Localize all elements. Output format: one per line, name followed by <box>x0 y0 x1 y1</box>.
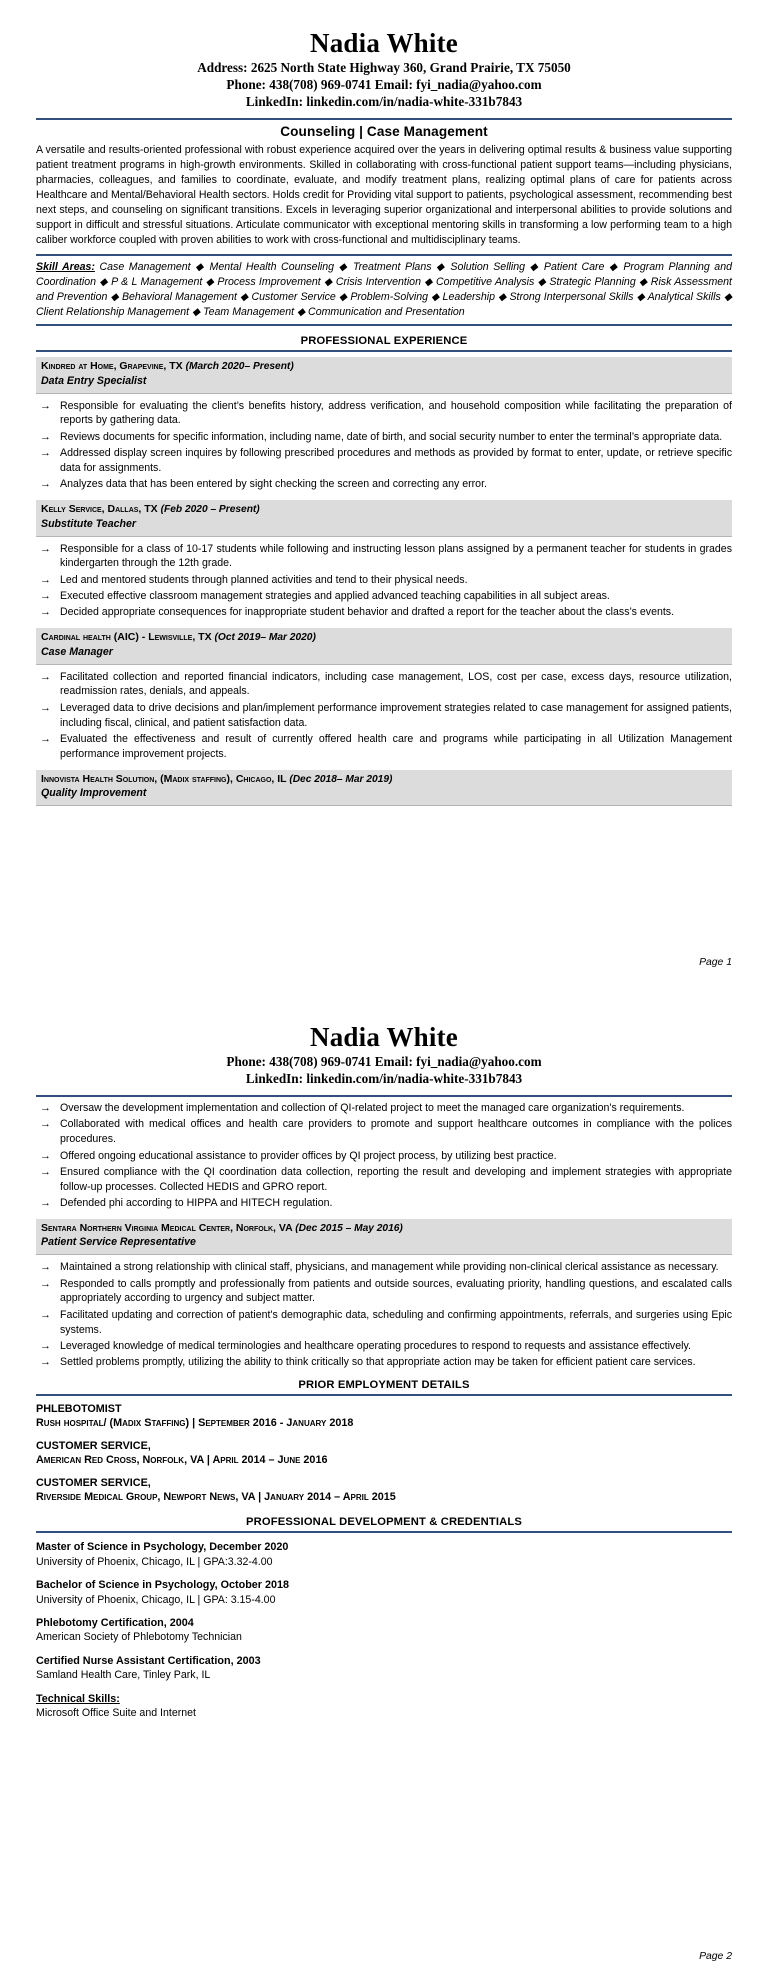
credential-subtitle: University of Phoenix, Chicago, IL | GPA: 3.15-4.00 <box>36 1593 276 1606</box>
credential-title: Master of Science in Psychology, December 2020 <box>36 1541 289 1554</box>
job-bullets <box>36 1260 732 1370</box>
address-line: Address: 2625 North State Highway 360, Grand Prairie, TX 75050 <box>197 60 571 76</box>
linkedin-line: LinkedIn: linkedin.com/in/nadia-white-331b7843 <box>245 1071 523 1087</box>
job-dates: (March 2020– Present) <box>185 361 294 373</box>
job-bullet: → Collaborated with medical offices and health care providers to promote and support healthcare outcomes in compliance with the polices procedures. <box>36 1117 732 1147</box>
page-footer: Page 2 <box>699 1951 732 1962</box>
job-bullet: → Offered ongoing educational assistance to provider offices by QI project process, by utilizing best practice. <box>36 1149 732 1164</box>
job-organization <box>41 503 727 517</box>
skill-areas-list: Case Management ◆ Mental Health Counseling ◆ Treatment Plans ◆ Solution Selling ◆ Patient Care ◆ Program Planning and Coordination ◆ P & L Management ◆ Process Improvement ◆ Crisis Intervention ◆ Competitive Analysis ◆ Strategic Planning ◆ Risk Assessment and Prevention ◆ Behavioral Management ◆ Customer Service ◆ Problem-Solving ◆ Leadership ◆ Strong Interpersonal Skills ◆ Analytical Skills ◆ Client Relationship Management ◆ Team Management ◆ Communication and Presentation <box>36 261 732 319</box>
section-professional-experience: PROFESSIONAL EXPERIENCE <box>300 335 468 348</box>
job-entry <box>36 500 732 620</box>
job-bullet: → Addressed display screen inquires by following prescribed procedures and methods as provided by format to enter, update, or retrieve specific data for assignments. <box>36 446 732 476</box>
job-bullets <box>36 1101 732 1211</box>
job-organization <box>41 773 727 787</box>
prior-role: PHLEBOTOMIST <box>36 1403 122 1416</box>
credential-subtitle: Samland Health Care, Tinley Park, IL <box>36 1669 211 1682</box>
job-org-text: Kelly Service, Dallas, TX <box>41 503 161 516</box>
job-bullet: → Responded to calls promptly and professionally from patients and outside sources, evaluating priority, handling questions, and escalated calls appropriately according to urgency and subject matter. <box>36 1277 732 1307</box>
job-org-text: Cardinal health (AIC) - Lewisville, TX <box>41 631 215 644</box>
job-bullet: → Decided appropriate consequences for inappropriate student behavior and drafted a report for the teacher about the class’s events. <box>36 605 732 620</box>
job-dates: (Dec 2018– Mar 2019) <box>289 773 393 785</box>
job-title: Patient Service Representative <box>41 1236 196 1249</box>
job-entry <box>36 1219 732 1370</box>
job-bullet: → Reviews documents for specific information, including name, date of birth, and social security number to enter the terminal’s appropriate data. <box>36 430 732 445</box>
job-header <box>36 628 732 664</box>
professional-summary: A versatile and results-oriented professional with robust experience acquired over the years in delivering optimal results & business value supporting patient treatment programs in high-growth environments. Skilled in collaborating with cross-functional patient support teams—including physicians, pharmacies, colleagues, and families to coordinate, evaluate, and modify treatment plans, realizing optimal plans of care for patients across Healthcare and Mental/Behavioral Health sectors. Holds credit for Providing vital support to patients, psychological assessment, recommending best next steps, and counseling on significant transitions. Excels in leveraging superior organizational and interpersonal abilities to provide solutions and support in difficult and stressful situations. Articulate communicator with exceptional mentoring skills in transforming a low performing team to a high caliber workforce coupled with proven abilities to work with cross-functional and multidisciplinary teams. <box>36 143 732 247</box>
header-divider <box>36 118 732 120</box>
job-org-text: Sentara Northern Virginia Medical Center, Norfolk, VA <box>41 1221 296 1234</box>
job-bullet: → Facilitated collection and reported financial indicators, including case management, LOS, cost per case, excess days, resource utilization, readmission rates, denials, and appeals. <box>36 670 732 700</box>
job-bullet: → Settled problems promptly, utilizing the ability to think critically so that appropriate action may be taken for efficient patient care services. <box>36 1355 732 1370</box>
job-org-text: Kindred at Home, Grapevine, TX <box>41 360 186 373</box>
prior-employment-entry <box>36 1439 732 1467</box>
job-bullet: → Leveraged knowledge of medical terminologies and healthcare operating procedures to respond to requests and assistance effectively. <box>36 1339 732 1354</box>
skill-areas-text <box>36 260 732 320</box>
prior-detail: Rush hospital/ (Madix Staffing) | September 2016 - January 2018 <box>36 1417 354 1430</box>
professional-headline: Counseling | Case Management <box>280 123 488 139</box>
credential-title: Bachelor of Science in Psychology, October 2018 <box>36 1579 290 1592</box>
job-header <box>36 357 732 393</box>
technical-skills-label: Technical Skills: <box>36 1692 120 1705</box>
page2-header <box>36 1022 732 1088</box>
phone-email-line: Phone: 438(708) 969-0741 Email: fyi_nadia@yahoo.com <box>226 77 542 93</box>
prior-role: CUSTOMER SERVICE, <box>36 1440 151 1453</box>
credential-title: Certified Nurse Assistant Certification, 2003 <box>36 1654 261 1667</box>
professional-experience-divider <box>36 350 732 352</box>
page1-header <box>36 28 732 111</box>
job-bullets <box>36 399 732 492</box>
credential-subtitle: American Society of Phlebotomy Technician <box>36 1631 242 1644</box>
header-divider <box>36 1095 732 1097</box>
job-organization <box>41 1222 727 1236</box>
job-entry <box>36 357 732 492</box>
job-title: Substitute Teacher <box>41 517 136 530</box>
job-dates: (Feb 2020 – Present) <box>160 504 260 516</box>
credentials-divider <box>36 1531 732 1533</box>
job-bullet: → Maintained a strong relationship with clinical staff, physicians, and management while providing non-clinical clerical assistance as necessary. <box>36 1260 732 1275</box>
linkedin-line: LinkedIn: linkedin.com/in/nadia-white-331b7843 <box>245 94 523 110</box>
credential-entry <box>36 1578 732 1607</box>
credential-entry <box>36 1654 732 1683</box>
job-bullet: → Oversaw the development implementation and collection of QI-related project to meet the managed care organization's requirements. <box>36 1101 732 1116</box>
skill-areas-box <box>36 254 732 326</box>
job-bullets <box>36 542 732 621</box>
job-bullet: → Responsible for evaluating the client’s benefits history, address verification, and household composition while facilitating the preparation of reports by gathering data. <box>36 399 732 429</box>
credential-subtitle: University of Phoenix, Chicago, IL | GPA:3.32-4.00 <box>36 1555 273 1568</box>
job-dates: (Dec 2015 – May 2016) <box>295 1222 403 1234</box>
job-dates: (Oct 2019– Mar 2020) <box>214 632 316 644</box>
job-bullet: → Led and mentored students through planned activities and tend to their physical needs. <box>36 573 732 588</box>
prior-employment-divider <box>36 1394 732 1396</box>
credential-entry <box>36 1540 732 1569</box>
job-org-text: Innovista Health Solution, (Madix staffing), Chicago, IL <box>41 772 290 785</box>
job-bullet: → Ensured compliance with the QI coordination data collection, reporting the result and developing and implement strategies with appropriate follow-up processes. Collected HEDIS and GPRO report. <box>36 1165 732 1195</box>
job-header <box>36 1219 732 1255</box>
candidate-name: Nadia White <box>310 28 458 58</box>
job-bullet: → Responsible for a class of 10-17 students while following and instructing lesson plans assigned by a permanent teacher for students in grades kindergarten through the 12th grade. <box>36 542 732 572</box>
job-bullet: → Evaluated the effectiveness and result of currently offered health care and programs while participating in all Utilization Management performance improvement projects. <box>36 732 732 762</box>
prior-employment-entry <box>36 1476 732 1504</box>
section-prior-employment: PRIOR EMPLOYMENT DETAILS <box>298 1379 470 1392</box>
job-bullet: → Executed effective classroom management strategies and applied advanced teaching capabilities in all subject areas. <box>36 589 732 604</box>
job-title: Case Manager <box>41 645 113 658</box>
technical-skills-value: Microsoft Office Suite and Internet <box>36 1707 196 1720</box>
resume-page-2 <box>0 994 768 1988</box>
section-credentials: PROFESSIONAL DEVELOPMENT & CREDENTIALS <box>246 1516 522 1529</box>
job-bullet: → Defended phi according to HIPPA and HITECH regulation. <box>36 1196 732 1211</box>
job-title: Quality Improvement <box>41 787 147 800</box>
job-title: Data Entry Specialist <box>41 374 147 387</box>
job-bullet: → Facilitated updating and correction of patient's demographic data, scheduling and confirming appointments, referrals, and surgeries using Epic systems. <box>36 1308 732 1338</box>
job-bullet: → Analyzes data that has been entered by sight checking the screen and correcting any error. <box>36 477 732 492</box>
skill-areas-label: Skill Areas: <box>36 261 95 274</box>
job-organization <box>41 360 727 374</box>
technical-skills-entry <box>36 1692 732 1721</box>
prior-role: CUSTOMER SERVICE, <box>36 1477 151 1490</box>
job-entry <box>36 770 732 806</box>
prior-detail: American Red Cross, Norfolk, VA | April 2014 – June 2016 <box>36 1454 328 1467</box>
job-header <box>36 770 732 806</box>
skill-areas-section <box>36 254 732 326</box>
prior-detail: Riverside Medical Group, Newport News, VA | January 2014 – April 2015 <box>36 1491 396 1504</box>
credential-entry <box>36 1616 732 1645</box>
job-bullet: → Leveraged data to drive decisions and plan/implement performance improvement strategies related to case management for assigned patients, including fiscal, clinical, and patient satisfaction data. <box>36 701 732 731</box>
credential-title: Phlebotomy Certification, 2004 <box>36 1616 194 1629</box>
page-footer: Page 1 <box>699 957 732 968</box>
job-bullets <box>36 670 732 762</box>
phone-email-line: Phone: 438(708) 969-0741 Email: fyi_nadia@yahoo.com <box>226 1054 542 1070</box>
job-header <box>36 500 732 536</box>
job-entry <box>36 628 732 761</box>
prior-employment-entry <box>36 1402 732 1430</box>
candidate-name: Nadia White <box>310 1022 458 1052</box>
job-organization <box>41 631 727 645</box>
